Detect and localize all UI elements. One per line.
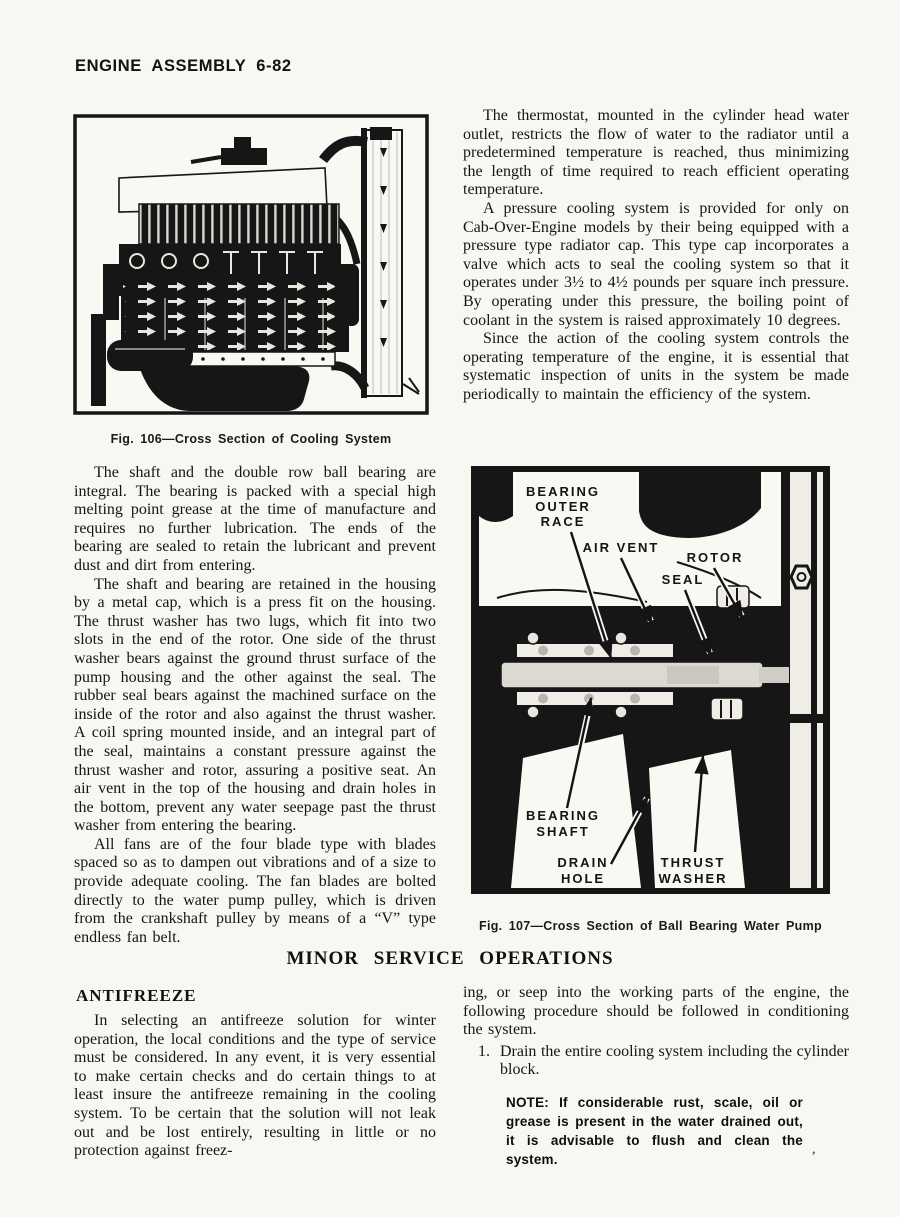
print-artifact: ,: [812, 1142, 816, 1157]
label-bearing-outer-race-2: OUTER: [535, 499, 591, 514]
left-column-bottom: [74, 1012, 436, 1161]
paragraph-pressure-system: A pressure cooling system is provided for only on Cab-Over-Engine models by their being equipped with a pressure type radiator cap. This type cap incorporates a valve which acts to seal the cooling system so that it operates under 3½ to 4½ pounds per square inch pressure. By operating under this pressure, the boiling point of coolant in the system is raised approximately 10 degrees.: [463, 199, 849, 329]
label-bearing-outer-race-3: RACE: [540, 514, 586, 529]
paragraph-antifreeze-selection: In selecting an antifreeze solution for winter operation, the local conditions and the type of service must be considered. In any event, it is very essential to make certain checks and do certain things to at least insure the antifreeze remaining in the cooling system. To be certain that the solution will not leak out and be lost entirely, resulting in little or no protection against freez-: [74, 1012, 436, 1160]
label-thrust-washer-1: THRUST: [660, 855, 726, 870]
section-heading: MINOR SERVICE OPERATIONS: [286, 948, 614, 969]
antifreeze-subheading: ANTIFREEZE: [76, 986, 197, 1005]
paragraph-antifreeze-continued: ing, or seep into the working parts of the engine, the following procedure should be followed in conditioning the system.: [463, 984, 849, 1039]
label-thrust-washer-2: WASHER: [658, 871, 728, 886]
label-bearing-shaft-2: SHAFT: [536, 824, 590, 839]
label-drain-hole-1: DRAIN: [557, 855, 609, 870]
paragraph-fans: All fans are of the four blade type with blades spaced so as to dampen out vibrations and of a size to provide adequate cooling. The fan blades are bolted directly to the water pump pulley, which is driven from the crankshaft pulley by means of a “V” type endless fan belt.: [74, 835, 436, 946]
label-bearing-outer-race-1: BEARING: [526, 484, 600, 499]
right-column-top: [463, 107, 849, 405]
paragraph-housing-seal: The shaft and bearing are retained in the housing by a metal cap, which is a press fit on the housing. The thrust washer has two lugs, which fit into two slots in the end of the rotor. One side of the thrust washer bears against the ground thrust surface of the pump housing and the other against the seal. The rubber seal bears against the machined surface on the inside of the rotor and also against the thrust washer. A coil spring mounted inside, and an integral part of the seal, maintains a constant pressure against the thrust washer and rotor, assuring a positive seat. An air vent in the top of the housing and drain holes in the bottom, prevent any water seepage past the thrust washer from entering the bearing.: [74, 575, 436, 835]
label-seal: SEAL: [661, 572, 705, 587]
figure-106-cooling-system-illustration: [73, 114, 429, 415]
label-air-vent: AIR VENT: [582, 540, 660, 555]
page-header: ENGINE ASSEMBLY 6-82: [75, 57, 292, 75]
figure-106-caption: Fig. 106—Cross Section of Cooling System: [110, 432, 392, 446]
figure-107-caption: Fig. 107—Cross Section of Ball Bearing Water Pump: [479, 919, 822, 933]
water-pump-cutaway-drawing: [471, 466, 830, 894]
paragraph-inspection: Since the action of the cooling system controls the operating temperature of the engine, it is essential that systematic inspection of units in the system be made periodically to maintain the efficiency of the system.: [463, 330, 849, 403]
figure-107-water-pump-illustration: [471, 466, 830, 894]
step-number: 1.: [478, 1042, 490, 1060]
note-block: NOTE: If considerable rust, scale, oil or grease is present in the water drained out, it is advisable to flush and clean the system.: [506, 1094, 803, 1167]
right-column-bottom: [463, 984, 849, 1169]
procedure-step-1: [463, 1043, 849, 1080]
label-rotor: ROTOR: [686, 550, 744, 565]
step-text: Drain the entire cooling system including the cylinder block.: [500, 1042, 849, 1079]
label-bearing-shaft-1: BEARING: [526, 808, 600, 823]
engine-cutaway-drawing: [73, 114, 429, 415]
paragraph-thermostat: The thermostat, mounted in the cylinder head water outlet, restricts the flow of water to the radiator until a predetermined temperature is reached, thus minimizing the length of time required to reach efficient operating temperature.: [463, 107, 849, 199]
paragraph-shaft-bearing: The shaft and the double row ball bearing are integral. The bearing is packed with a special high melting point grease at the time of manufacture and requires no further lubrication. The ends of the bearing are sealed to retain the lubricant and prevent dust and dirt from entering.: [74, 464, 436, 574]
left-column-middle: [74, 464, 436, 947]
label-drain-hole-2: HOLE: [560, 871, 606, 886]
